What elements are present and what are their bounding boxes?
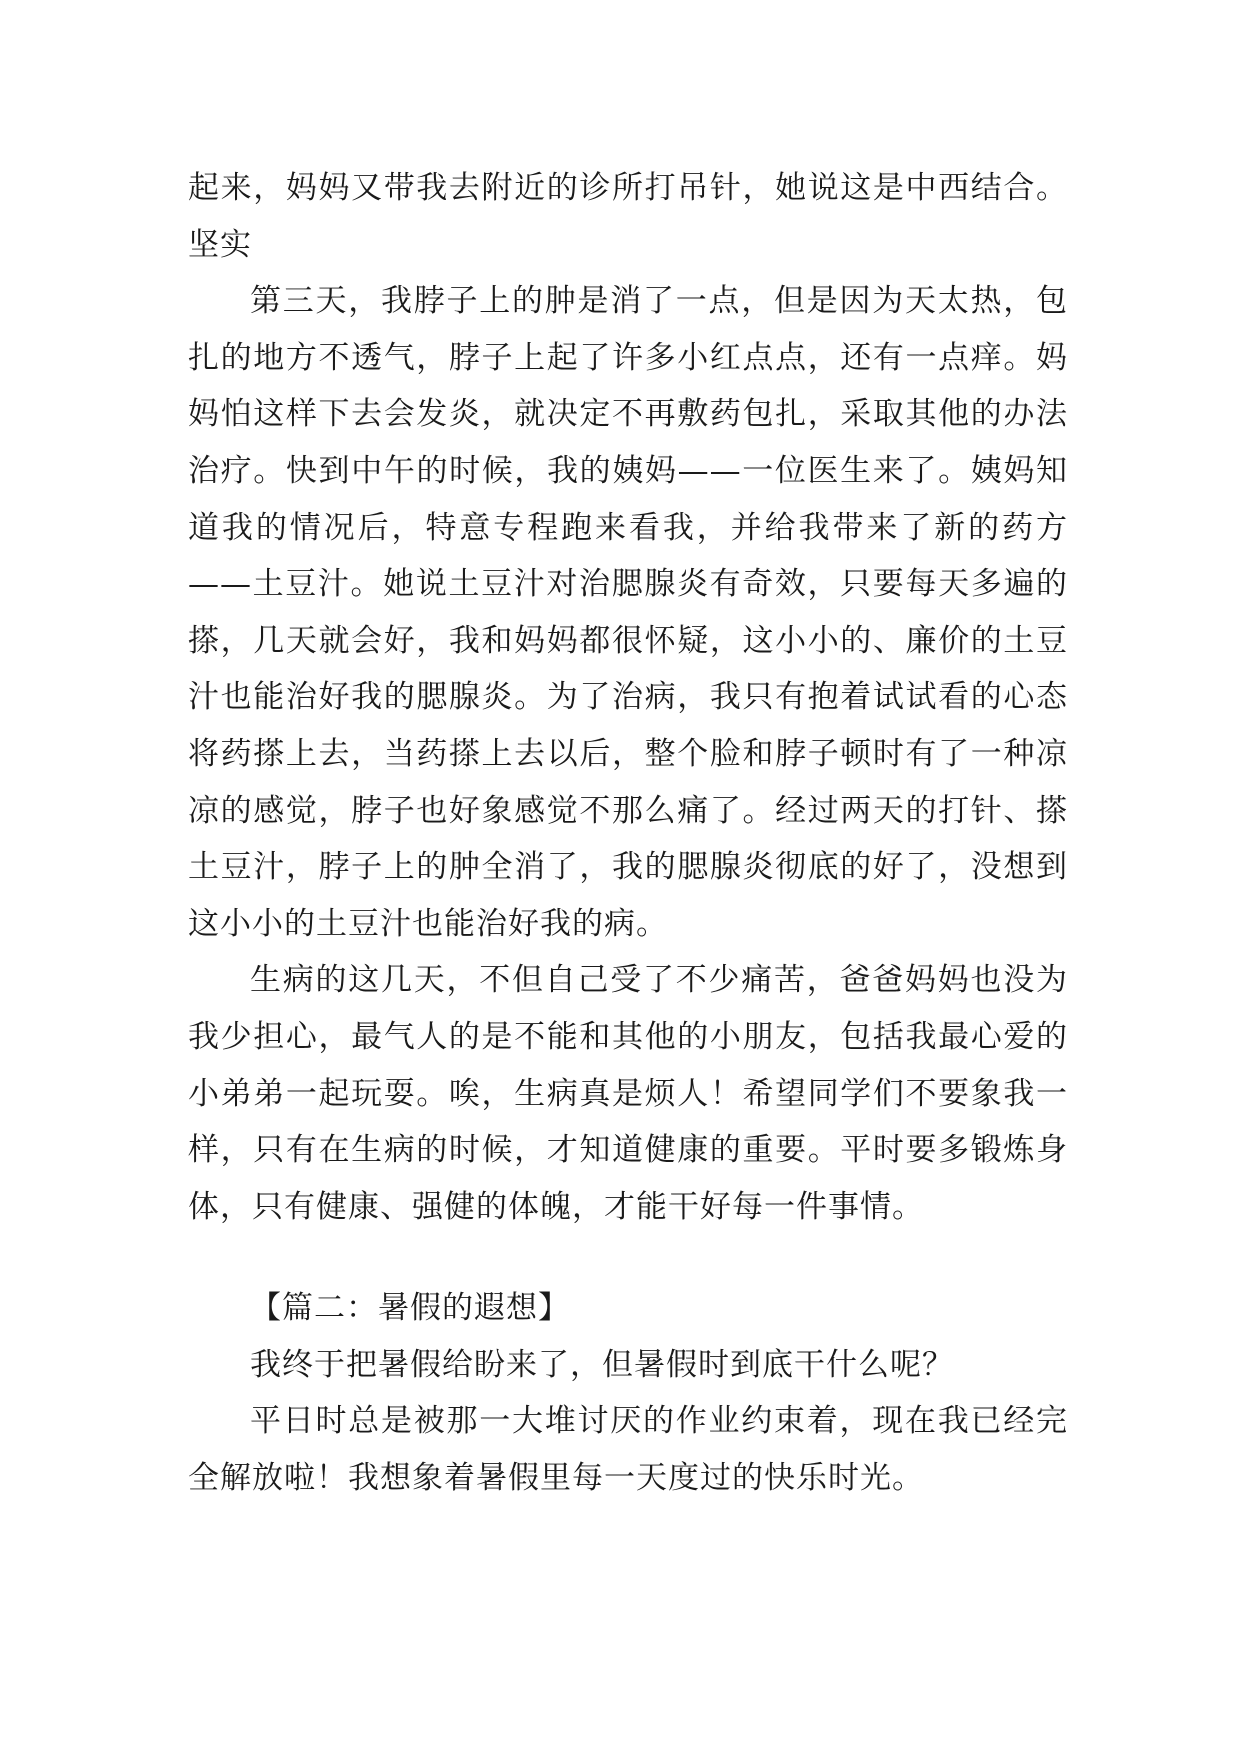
paragraph-conclusion: 生病的这几天，不但自己受了不少痛苦，爸爸妈妈也没为我少担心，最气人的是不能和其他的小朋友，包括我最心爱的小弟弟一起玩耍。唉，生病真是烦人！希望同学们不要象我一样，只有在生病的时候，才知道健康的重要。平时要多锻炼身体，只有健康、强健的体魄，才能干好每一件事情。 (188, 962, 1068, 1225)
paragraph-summer-intro: 我终于把暑假给盼来了，但暑假时到底干什么呢？ (250, 1346, 954, 1383)
paragraph-continuation: 起来，妈妈又带我去附近的诊所打吊针，她说这是中西结合。坚实 (188, 170, 1068, 263)
document-body (188, 160, 1068, 1507)
paragraph-summer-freedom: 平日时总是被那一大堆讨厌的作业约束着，现在我已经完全解放啦！我想象着暑假里每一天度过的快乐时光。 (188, 1403, 1068, 1497)
paragraph-day-three: 第三天，我脖子上的肿是消了一点，但是因为天太热，包扎的地方不透气，脖子上起了许多小红点点，还有一点痒。妈妈怕这样下去会发炎，就决定不再敷药包扎，采取其他的办法治疗。快到中午的时候，我的姨妈——一位医生来了。姨妈知道我的情况后，特意专程跑来看我，并给我带来了新的药方——土豆汁。她说土豆汁对治腮腺炎有奇效，只要每天多遍的搽，几天就会好，我和妈妈都很怀疑，这小小的、廉价的土豆汁也能治好我的腮腺炎。为了治病，我只有抱着试试看的心态将药搽上去，当药搽上去以后，整个脸和脖子顿时有了一种凉凉的感觉，脖子也好象感觉不那么痛了。经过两天的打针、搽土豆汁，脖子上的肿全消了，我的腮腺炎彻底的好了，没想到这小小的土豆汁也能治好我的病。 (188, 283, 1068, 942)
section-title: 【篇二：暑假的遐想】 (250, 1290, 570, 1327)
section-spacer (188, 1235, 1068, 1280)
